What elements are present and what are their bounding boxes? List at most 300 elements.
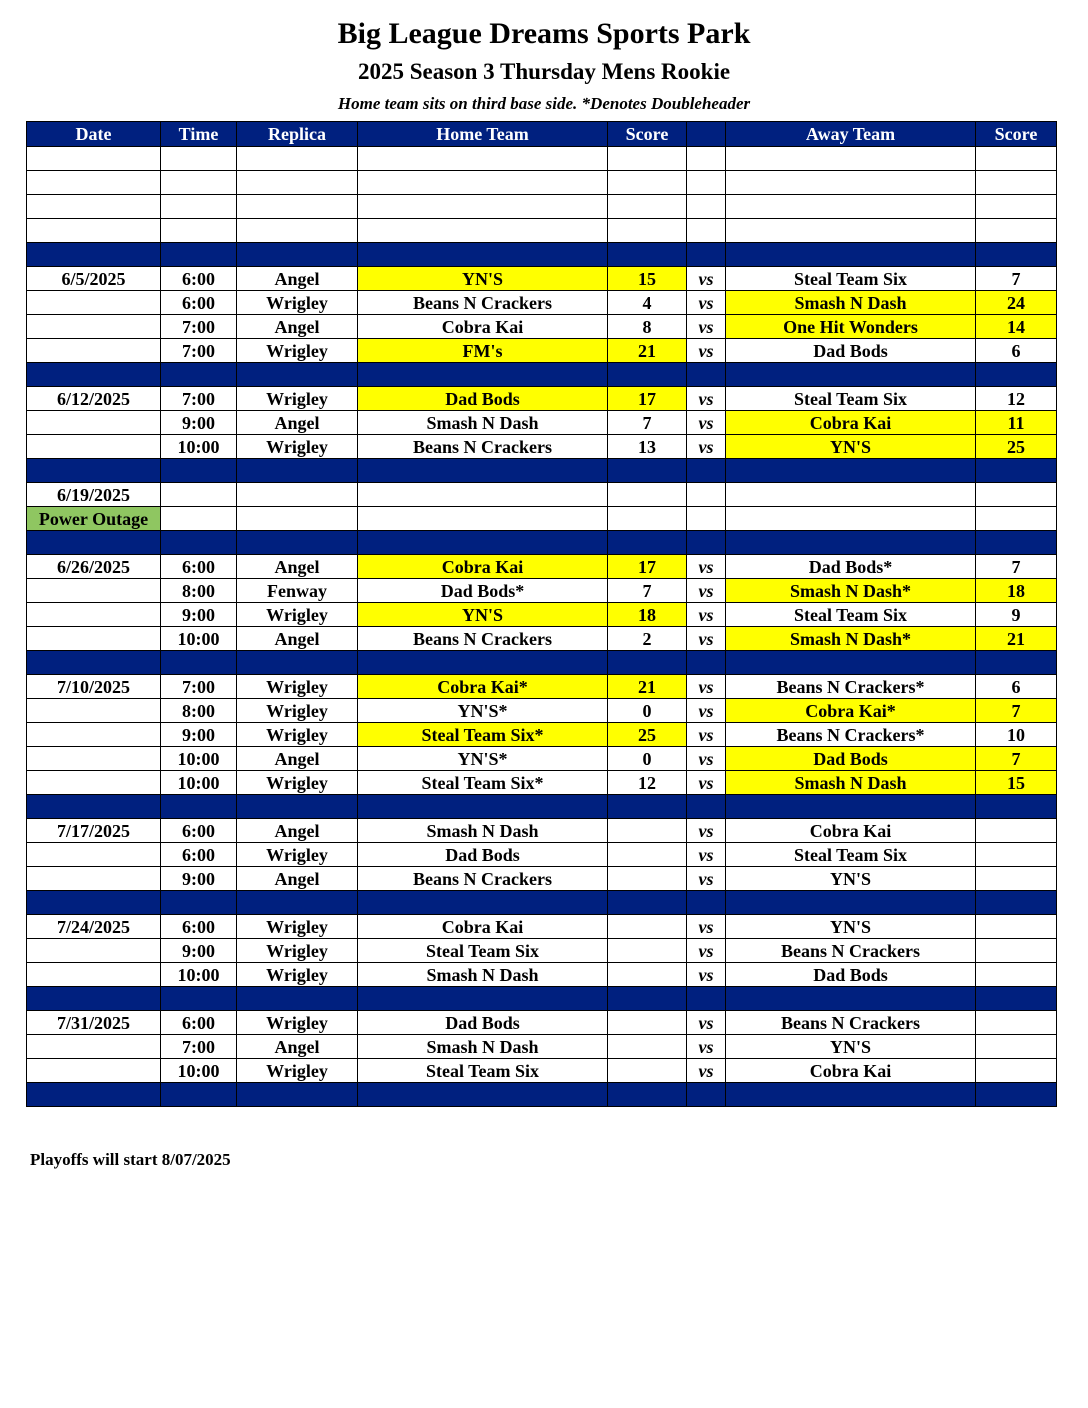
away-score-cell <box>976 483 1057 507</box>
date-cell: 6/19/2025 <box>27 483 161 507</box>
date-cell <box>27 147 161 171</box>
home-team-cell: YN'S <box>358 267 608 291</box>
home-team-cell: YN'S* <box>358 699 608 723</box>
replica-cell: Wrigley <box>237 963 358 987</box>
schedule-row <box>27 171 1057 195</box>
away-score-cell: 7 <box>976 699 1057 723</box>
vs-cell <box>687 195 726 219</box>
vs-cell <box>687 147 726 171</box>
time-cell: 6:00 <box>161 843 237 867</box>
time-cell: 10:00 <box>161 627 237 651</box>
home-team-cell: Beans N Crackers <box>358 291 608 315</box>
replica-cell <box>237 195 358 219</box>
replica-cell: Wrigley <box>237 939 358 963</box>
date-cell <box>27 1059 161 1083</box>
replica-cell <box>237 507 358 531</box>
home-score-cell: 0 <box>608 699 687 723</box>
vs-cell: vs <box>687 1011 726 1035</box>
date-cell <box>27 723 161 747</box>
time-cell: 10:00 <box>161 435 237 459</box>
home-team-cell: Cobra Kai* <box>358 675 608 699</box>
header-away-team: Away Team <box>726 122 976 147</box>
time-cell: 9:00 <box>161 723 237 747</box>
home-score-cell <box>608 195 687 219</box>
vs-cell <box>687 1083 726 1107</box>
separator-row <box>27 1083 1057 1107</box>
schedule-row <box>27 483 1057 507</box>
away-team-cell <box>726 483 976 507</box>
vs-cell: vs <box>687 387 726 411</box>
schedule-row <box>27 219 1057 243</box>
away-score-cell <box>976 963 1057 987</box>
replica-cell <box>237 987 358 1011</box>
vs-cell: vs <box>687 1035 726 1059</box>
replica-cell <box>237 483 358 507</box>
away-team-cell: Steal Team Six <box>726 843 976 867</box>
away-score-cell: 11 <box>976 411 1057 435</box>
vs-cell: vs <box>687 291 726 315</box>
game-row <box>27 723 1057 747</box>
header-vs <box>687 122 726 147</box>
home-team-cell: Cobra Kai <box>358 315 608 339</box>
home-team-cell: Steal Team Six <box>358 1059 608 1083</box>
away-score-cell <box>976 939 1057 963</box>
home-score-cell: 18 <box>608 603 687 627</box>
date-cell <box>27 579 161 603</box>
replica-cell: Wrigley <box>237 915 358 939</box>
separator-row <box>27 243 1057 267</box>
schedule-body <box>27 147 1057 1107</box>
date-cell <box>27 987 161 1011</box>
replica-cell: Wrigley <box>237 843 358 867</box>
away-score-cell <box>976 843 1057 867</box>
away-score-cell <box>976 651 1057 675</box>
home-team-cell <box>358 651 608 675</box>
home-team-cell: Beans N Crackers <box>358 867 608 891</box>
home-team-cell: Steal Team Six* <box>358 771 608 795</box>
home-score-cell: 4 <box>608 291 687 315</box>
home-score-cell <box>608 963 687 987</box>
replica-cell <box>237 651 358 675</box>
vs-cell <box>687 507 726 531</box>
away-score-cell: 14 <box>976 315 1057 339</box>
vs-cell <box>687 987 726 1011</box>
away-team-cell: Cobra Kai <box>726 819 976 843</box>
home-score-cell <box>608 987 687 1011</box>
time-cell <box>161 147 237 171</box>
away-score-cell: 25 <box>976 435 1057 459</box>
home-score-cell <box>608 531 687 555</box>
replica-cell: Wrigley <box>237 675 358 699</box>
home-team-cell: Dad Bods <box>358 843 608 867</box>
date-cell <box>27 747 161 771</box>
replica-cell: Wrigley <box>237 699 358 723</box>
date-cell <box>27 315 161 339</box>
away-team-cell: Beans N Crackers <box>726 939 976 963</box>
home-team-cell: Smash N Dash <box>358 411 608 435</box>
away-team-cell: YN'S <box>726 915 976 939</box>
home-team-cell <box>358 987 608 1011</box>
home-team-cell: Beans N Crackers <box>358 435 608 459</box>
header-replica: Replica <box>237 122 358 147</box>
away-team-cell <box>726 891 976 915</box>
home-team-cell: Smash N Dash <box>358 1035 608 1059</box>
playoffs-note: Playoffs will start 8/07/2025 <box>30 1150 231 1169</box>
away-team-cell: Beans N Crackers <box>726 1011 976 1035</box>
schedule-row <box>27 147 1057 171</box>
game-row <box>27 339 1057 363</box>
away-team-cell <box>726 651 976 675</box>
home-score-cell: 13 <box>608 435 687 459</box>
away-score-cell <box>976 1011 1057 1035</box>
home-team-cell: Beans N Crackers <box>358 627 608 651</box>
away-score-cell: 7 <box>976 555 1057 579</box>
time-cell <box>161 483 237 507</box>
time-cell <box>161 171 237 195</box>
away-team-cell: Steal Team Six <box>726 387 976 411</box>
away-score-cell: 7 <box>976 267 1057 291</box>
time-cell: 9:00 <box>161 411 237 435</box>
date-cell <box>27 867 161 891</box>
vs-cell <box>687 651 726 675</box>
replica-cell: Angel <box>237 819 358 843</box>
home-score-cell: 21 <box>608 675 687 699</box>
vs-cell: vs <box>687 747 726 771</box>
home-team-cell: Cobra Kai <box>358 915 608 939</box>
vs-cell <box>687 795 726 819</box>
schedule-row <box>27 195 1057 219</box>
home-score-cell <box>608 1035 687 1059</box>
home-score-cell: 15 <box>608 267 687 291</box>
time-cell: 6:00 <box>161 819 237 843</box>
date-cell <box>27 699 161 723</box>
vs-cell <box>687 219 726 243</box>
time-cell: 10:00 <box>161 771 237 795</box>
replica-cell: Angel <box>237 315 358 339</box>
away-score-cell <box>976 891 1057 915</box>
vs-cell: vs <box>687 843 726 867</box>
away-score-cell <box>976 171 1057 195</box>
vs-cell: vs <box>687 723 726 747</box>
separator-row <box>27 795 1057 819</box>
away-team-cell <box>726 459 976 483</box>
time-cell <box>161 363 237 387</box>
replica-cell <box>237 243 358 267</box>
vs-cell <box>687 483 726 507</box>
replica-cell <box>237 147 358 171</box>
home-team-cell <box>358 507 608 531</box>
time-cell: 10:00 <box>161 747 237 771</box>
separator-row <box>27 987 1057 1011</box>
away-team-cell: Smash N Dash* <box>726 579 976 603</box>
away-team-cell: Smash N Dash* <box>726 627 976 651</box>
away-team-cell: Steal Team Six <box>726 603 976 627</box>
date-cell <box>27 795 161 819</box>
away-team-cell: Cobra Kai* <box>726 699 976 723</box>
header-row <box>27 122 1057 147</box>
time-cell: 9:00 <box>161 603 237 627</box>
home-team-cell: YN'S <box>358 603 608 627</box>
home-team-cell: FM's <box>358 339 608 363</box>
game-row <box>27 867 1057 891</box>
date-cell <box>27 435 161 459</box>
date-cell <box>27 459 161 483</box>
time-cell <box>161 1083 237 1107</box>
vs-cell <box>687 459 726 483</box>
home-score-cell <box>608 1059 687 1083</box>
away-score-cell <box>976 867 1057 891</box>
replica-cell: Wrigley <box>237 1059 358 1083</box>
replica-cell: Angel <box>237 867 358 891</box>
replica-cell <box>237 795 358 819</box>
date-cell: 7/10/2025 <box>27 675 161 699</box>
replica-cell <box>237 219 358 243</box>
date-cell <box>27 651 161 675</box>
home-team-cell: Steal Team Six* <box>358 723 608 747</box>
time-cell: 7:00 <box>161 339 237 363</box>
vs-cell: vs <box>687 579 726 603</box>
away-team-cell: Beans N Crackers* <box>726 675 976 699</box>
away-score-cell: 15 <box>976 771 1057 795</box>
vs-cell: vs <box>687 771 726 795</box>
date-cell <box>27 603 161 627</box>
game-row <box>27 1011 1057 1035</box>
time-cell <box>161 219 237 243</box>
date-cell: 6/5/2025 <box>27 267 161 291</box>
time-cell <box>161 651 237 675</box>
time-cell: 6:00 <box>161 555 237 579</box>
separator-row <box>27 531 1057 555</box>
replica-cell: Wrigley <box>237 723 358 747</box>
header-date: Date <box>27 122 161 147</box>
schedule-table <box>26 121 1057 1107</box>
date-cell: Power Outage <box>27 507 161 531</box>
home-score-cell <box>608 243 687 267</box>
replica-cell: Wrigley <box>237 339 358 363</box>
home-team-cell: Dad Bods <box>358 387 608 411</box>
home-team-cell: Dad Bods* <box>358 579 608 603</box>
away-score-cell <box>976 507 1057 531</box>
vs-cell: vs <box>687 699 726 723</box>
away-score-cell <box>976 219 1057 243</box>
game-row <box>27 627 1057 651</box>
replica-cell <box>237 171 358 195</box>
time-cell: 7:00 <box>161 387 237 411</box>
away-team-cell <box>726 195 976 219</box>
date-cell <box>27 291 161 315</box>
away-team-cell: Beans N Crackers* <box>726 723 976 747</box>
home-score-cell <box>608 915 687 939</box>
away-score-cell <box>976 243 1057 267</box>
date-cell <box>27 1035 161 1059</box>
home-score-cell <box>608 363 687 387</box>
away-score-cell: 6 <box>976 675 1057 699</box>
home-team-cell: Smash N Dash <box>358 819 608 843</box>
home-team-cell <box>358 1083 608 1107</box>
time-cell: 9:00 <box>161 939 237 963</box>
time-cell: 9:00 <box>161 867 237 891</box>
date-cell <box>27 531 161 555</box>
time-cell: 8:00 <box>161 699 237 723</box>
time-cell: 6:00 <box>161 267 237 291</box>
date-cell <box>27 1083 161 1107</box>
vs-cell: vs <box>687 411 726 435</box>
vs-cell: vs <box>687 675 726 699</box>
home-team-cell: Cobra Kai <box>358 555 608 579</box>
game-row <box>27 555 1057 579</box>
vs-cell: vs <box>687 1059 726 1083</box>
replica-cell <box>237 1083 358 1107</box>
replica-cell: Wrigley <box>237 771 358 795</box>
home-score-cell <box>608 867 687 891</box>
vs-cell: vs <box>687 939 726 963</box>
away-score-cell <box>976 987 1057 1011</box>
replica-cell: Fenway <box>237 579 358 603</box>
game-row <box>27 1035 1057 1059</box>
time-cell: 8:00 <box>161 579 237 603</box>
game-row <box>27 939 1057 963</box>
home-team-cell <box>358 363 608 387</box>
away-score-cell: 10 <box>976 723 1057 747</box>
vs-cell: vs <box>687 867 726 891</box>
replica-cell <box>237 363 358 387</box>
date-cell <box>27 243 161 267</box>
away-team-cell: Smash N Dash <box>726 771 976 795</box>
separator-row <box>27 459 1057 483</box>
away-team-cell <box>726 795 976 819</box>
date-cell <box>27 171 161 195</box>
date-cell <box>27 843 161 867</box>
away-score-cell <box>976 915 1057 939</box>
date-cell <box>27 771 161 795</box>
time-cell: 10:00 <box>161 1059 237 1083</box>
home-team-cell <box>358 195 608 219</box>
game-row <box>27 747 1057 771</box>
away-team-cell <box>726 171 976 195</box>
schedule-note: Home team sits on third base side. *Denotes Doubleheader <box>337 94 751 113</box>
home-score-cell: 25 <box>608 723 687 747</box>
replica-cell: Wrigley <box>237 291 358 315</box>
time-cell: 6:00 <box>161 291 237 315</box>
away-team-cell: Dad Bods <box>726 963 976 987</box>
away-score-cell <box>976 1035 1057 1059</box>
home-score-cell: 2 <box>608 627 687 651</box>
game-row <box>27 915 1057 939</box>
home-score-cell <box>608 507 687 531</box>
game-row <box>27 963 1057 987</box>
date-cell: 6/26/2025 <box>27 555 161 579</box>
home-score-cell: 17 <box>608 555 687 579</box>
date-cell: 6/12/2025 <box>27 387 161 411</box>
away-score-cell <box>976 795 1057 819</box>
game-row <box>27 387 1057 411</box>
vs-cell <box>687 531 726 555</box>
vs-cell <box>687 363 726 387</box>
game-row <box>27 843 1057 867</box>
home-team-cell: YN'S* <box>358 747 608 771</box>
time-cell <box>161 459 237 483</box>
away-score-cell: 24 <box>976 291 1057 315</box>
replica-cell <box>237 891 358 915</box>
vs-cell <box>687 243 726 267</box>
away-team-cell <box>726 243 976 267</box>
game-row <box>27 1059 1057 1083</box>
away-team-cell <box>726 147 976 171</box>
home-score-cell: 7 <box>608 579 687 603</box>
vs-cell: vs <box>687 963 726 987</box>
vs-cell <box>687 171 726 195</box>
home-score-cell <box>608 483 687 507</box>
away-team-cell: Steal Team Six <box>726 267 976 291</box>
away-score-cell <box>976 1083 1057 1107</box>
home-score-cell <box>608 171 687 195</box>
vs-cell <box>687 891 726 915</box>
date-cell <box>27 963 161 987</box>
date-cell: 7/17/2025 <box>27 819 161 843</box>
away-score-cell: 18 <box>976 579 1057 603</box>
away-team-cell: YN'S <box>726 867 976 891</box>
replica-cell: Wrigley <box>237 1011 358 1035</box>
time-cell <box>161 195 237 219</box>
home-score-cell <box>608 795 687 819</box>
vs-cell: vs <box>687 627 726 651</box>
time-cell: 6:00 <box>161 1011 237 1035</box>
time-cell: 6:00 <box>161 915 237 939</box>
game-row <box>27 603 1057 627</box>
home-score-cell <box>608 1011 687 1035</box>
date-cell <box>27 219 161 243</box>
home-team-cell <box>358 459 608 483</box>
away-score-cell <box>976 819 1057 843</box>
home-team-cell <box>358 795 608 819</box>
home-score-cell <box>608 843 687 867</box>
time-cell <box>161 531 237 555</box>
away-score-cell: 7 <box>976 747 1057 771</box>
away-team-cell: Dad Bods <box>726 747 976 771</box>
header-away-score: Score <box>976 122 1057 147</box>
away-score-cell <box>976 1059 1057 1083</box>
home-team-cell <box>358 219 608 243</box>
page-subtitle: 2025 Season 3 Thursday Mens Rookie <box>357 59 731 84</box>
schedule-row <box>27 507 1057 531</box>
vs-cell: vs <box>687 915 726 939</box>
date-cell <box>27 339 161 363</box>
time-cell: 7:00 <box>161 315 237 339</box>
away-score-cell <box>976 147 1057 171</box>
home-team-cell <box>358 171 608 195</box>
separator-row <box>27 651 1057 675</box>
page-title: Big League Dreams Sports Park <box>337 17 751 50</box>
home-score-cell <box>608 939 687 963</box>
home-score-cell <box>608 1083 687 1107</box>
replica-cell <box>237 531 358 555</box>
game-row <box>27 315 1057 339</box>
game-row <box>27 771 1057 795</box>
home-score-cell: 0 <box>608 747 687 771</box>
game-row <box>27 699 1057 723</box>
home-score-cell <box>608 651 687 675</box>
home-score-cell: 21 <box>608 339 687 363</box>
replica-cell: Angel <box>237 555 358 579</box>
home-score-cell <box>608 219 687 243</box>
time-cell: 7:00 <box>161 1035 237 1059</box>
home-score-cell: 12 <box>608 771 687 795</box>
replica-cell: Angel <box>237 747 358 771</box>
away-score-cell: 6 <box>976 339 1057 363</box>
replica-cell: Wrigley <box>237 435 358 459</box>
game-row <box>27 291 1057 315</box>
date-cell: 7/24/2025 <box>27 915 161 939</box>
